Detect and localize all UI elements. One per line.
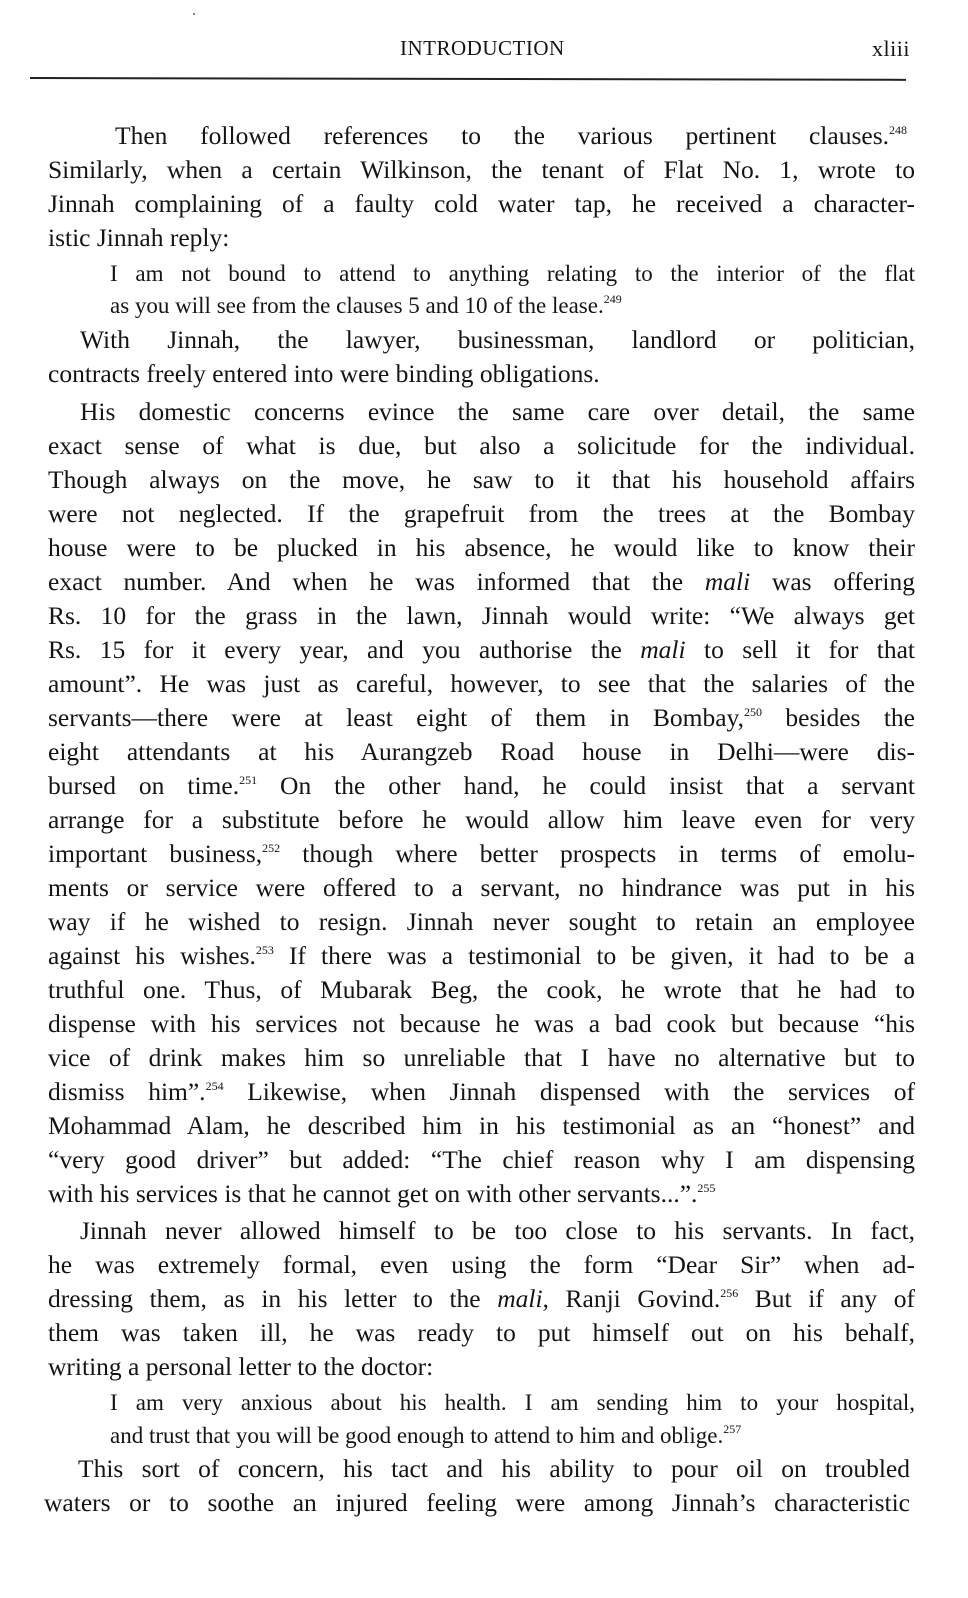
italic-term: mali bbox=[704, 567, 751, 596]
running-title: INTRODUCTION bbox=[400, 36, 565, 60]
text-line: he was extremely formal, even using the form “Dear Sir” when ad- bbox=[48, 1250, 915, 1279]
scan-speck bbox=[193, 13, 195, 15]
italic-term: mali, bbox=[497, 1284, 549, 1313]
text-line: amount”. He was just as careful, however, to see that the salaries of the bbox=[48, 669, 915, 698]
text-line: them was taken ill, he was ready to put himself out on his behalf, bbox=[48, 1318, 915, 1347]
text-line: exact number. And when he was informed that the mali was offering bbox=[48, 567, 915, 596]
text-line: waters or to soothe an injured feeling were among Jinnah’s characteristic bbox=[44, 1488, 910, 1517]
quote-line: I am not bound to attend to anything relating to the interior of the flat bbox=[110, 261, 915, 286]
text-line: contracts freely entered into were binding obligations. bbox=[48, 359, 600, 388]
text-line: Similarly, when a certain Wilkinson, the tenant of Flat No. 1, wrote to bbox=[48, 155, 915, 184]
quote-line: and trust that you will be good enough to attend to him and oblige.$^{257}$ bbox=[110, 1422, 742, 1448]
text-line: important business,$^{252}$ though where better prospects in terms of emolu- bbox=[48, 839, 915, 868]
text-line: arrange for a substitute before he would allow him leave even for very bbox=[48, 805, 915, 834]
text-line: dispense with his services not because he was a bad cook but because “his bbox=[48, 1009, 915, 1038]
text-line: dismiss him”.$^{254}$ Likewise, when Jinnah dispensed with the services of bbox=[48, 1077, 915, 1106]
text-line: Then followed references to the various pertinent clauses.$^{248}$ bbox=[115, 121, 907, 150]
text-line: bursed on time.$^{251}$ On the other hand, he could insist that a servant bbox=[48, 771, 916, 800]
page-number: xliii bbox=[872, 36, 910, 61]
header-rule bbox=[30, 77, 906, 81]
text-line: against his wishes.$^{253}$ If there was a testimonial to be given, it had to be a bbox=[48, 941, 915, 970]
text-line: servants—there were at least eight of them in Bombay,$^{250}$ besides the bbox=[48, 703, 915, 732]
text-line: Though always on the move, he saw to it that his household affairs bbox=[48, 465, 915, 494]
text-line: Jinnah never allowed himself to be too close to his servants. In fact, bbox=[80, 1216, 915, 1245]
text-line: istic Jinnah reply: bbox=[48, 223, 230, 252]
text-line: This sort of concern, his tact and his ability to pour oil on troubled bbox=[78, 1454, 910, 1483]
text-line: were not neglected. If the grapefruit from the trees at the Bombay bbox=[48, 499, 915, 528]
text-line: writing a personal letter to the doctor: bbox=[48, 1352, 434, 1381]
quote-line: as you will see from the clauses 5 and 10 of the lease.$^{249}$ bbox=[110, 292, 622, 318]
text-line: vice of drink makes him so unreliable that I have no alternative but to bbox=[48, 1043, 915, 1072]
text-line: ments or service were offered to a servant, no hindrance was put in his bbox=[48, 873, 915, 902]
italic-term: mali bbox=[640, 635, 686, 664]
text-line: way if he wished to resign. Jinnah never sought to retain an employee bbox=[48, 907, 915, 936]
text-line: Rs. 15 for it every year, and you authorise the mali to sell it for that bbox=[48, 635, 915, 664]
text-line: Rs. 10 for the grass in the lawn, Jinnah would write: “We always get bbox=[48, 601, 915, 630]
text-line: Mohammad Alam, he described him in his testimonial as an “honest” and bbox=[48, 1111, 915, 1140]
text-line: exact sense of what is due, but also a solicitude for the individual. bbox=[48, 431, 915, 460]
text-line: “very good driver” but added: “The chief reason why I am dispensing bbox=[48, 1145, 915, 1174]
text-line: eight attendants at his Aurangzeb Road house in Delhi—were dis- bbox=[48, 737, 915, 766]
text-line: house were to be plucked in his absence, he would like to know their bbox=[48, 533, 915, 562]
text-line: With Jinnah, the lawyer, businessman, landlord or politician, bbox=[80, 325, 915, 354]
text-line: Jinnah complaining of a faulty cold water tap, he received a character- bbox=[48, 189, 915, 218]
text-line: His domestic concerns evince the same care over detail, the same bbox=[80, 397, 915, 426]
text-line: truthful one. Thus, of Mubarak Beg, the cook, he wrote that he had to bbox=[48, 975, 915, 1004]
text-line: dressing them, as in his letter to the mali, Ranji Govind.$^{256}$ But if any of bbox=[48, 1284, 915, 1313]
running-head bbox=[0, 36, 968, 66]
quote-line: I am very anxious about his health. I am sending him to your hospital, bbox=[110, 1390, 915, 1415]
text-line: with his services is that he cannot get on with other servants...”.$^{255}$ bbox=[48, 1179, 716, 1208]
